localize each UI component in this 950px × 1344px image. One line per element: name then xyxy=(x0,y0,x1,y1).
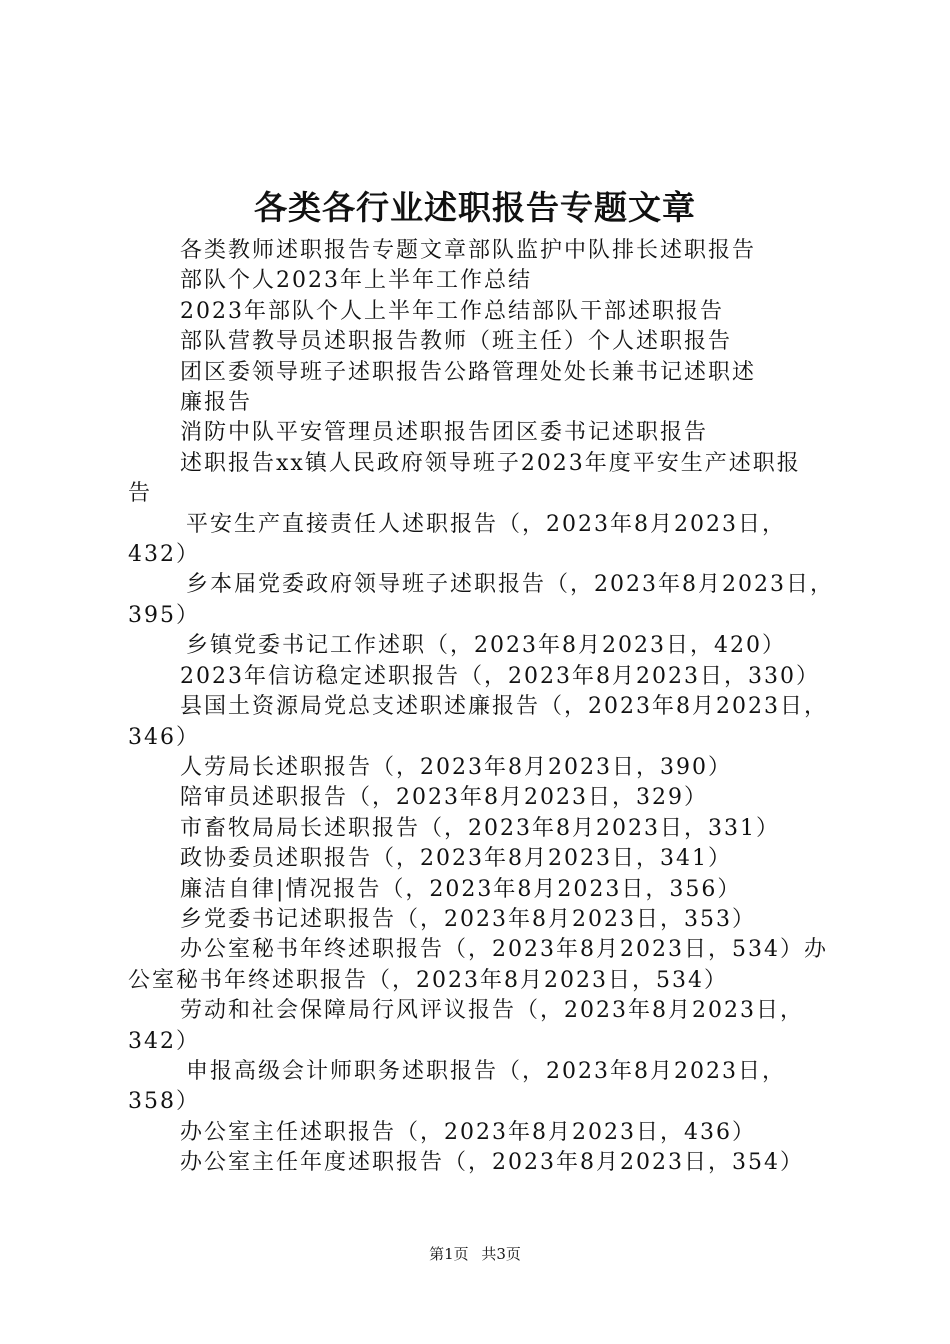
text-line: 乡镇党委书记工作述职（，2023年8月2023日，420） xyxy=(186,633,786,659)
text-line: 办公室主任述职报告（，2023年8月2023日，436） xyxy=(180,1119,756,1145)
text-line: 部队营教导员述职报告教师（班主任）个人述职报告 xyxy=(180,329,733,355)
text-line: 乡党委书记述职报告（，2023年8月2023日，353） xyxy=(180,906,756,932)
text-line: 2023年信访稳定述职报告（，2023年8月2023日，330） xyxy=(180,663,820,689)
document-body xyxy=(128,236,848,1179)
text-line: 劳动和社会保障局行风评议报告（，2023年8月2023日， xyxy=(180,998,804,1024)
text-line: 395） xyxy=(128,602,200,628)
text-line: 432） xyxy=(128,542,200,568)
page-total: 共3页 xyxy=(481,1245,521,1263)
text-line: 358） xyxy=(128,1089,200,1115)
text-line: 346） xyxy=(128,724,200,750)
text-line: 平安生产直接责任人述职报告（，2023年8月2023日， xyxy=(186,511,786,537)
text-line: 公室秘书年终述职报告（，2023年8月2023日，534） xyxy=(128,967,728,993)
text-line: 县国土资源局党总支述职述廉报告（，2023年8月2023日， xyxy=(180,694,828,720)
text-line: 部队个人2023年上半年工作总结 xyxy=(180,268,532,294)
text-line: 政协委员述职报告（，2023年8月2023日，341） xyxy=(180,846,732,872)
text-line: 告 xyxy=(128,481,153,507)
text-line: 团区委领导班子述职报告公路管理处处长兼书记述职述 xyxy=(180,359,757,385)
text-line: 消防中队平安管理员述职报告团区委书记述职报告 xyxy=(180,420,709,446)
text-line: 廉报告 xyxy=(180,390,253,416)
page-number: 第1页 xyxy=(429,1245,469,1263)
text-line: 乡本届党委政府领导班子述职报告（，2023年8月2023日， xyxy=(186,572,834,598)
text-line: 2023年部队个人上半年工作总结部队干部述职报告 xyxy=(180,298,724,324)
text-line: 市畜牧局局长述职报告（，2023年8月2023日，331） xyxy=(180,815,780,841)
text-line: 陪审员述职报告（，2023年8月2023日，329） xyxy=(180,785,708,811)
page-footer xyxy=(0,1244,950,1264)
text-line: 办公室秘书年终述职报告（，2023年8月2023日，534）办 xyxy=(180,937,828,963)
text-line: 各类教师述职报告专题文章部队监护中队排长述职报告 xyxy=(180,238,757,263)
text-line: 人劳局长述职报告（，2023年8月2023日，390） xyxy=(180,754,732,780)
text-line: 廉洁自律|情况报告（，2023年8月2023日，356） xyxy=(180,876,742,902)
document-title: 各类各行业述职报告专题文章 xyxy=(254,188,696,227)
text-line: 述职报告xx镇人民政府领导班子2023年度平安生产述职报 xyxy=(180,450,801,476)
text-line: 342） xyxy=(128,1028,200,1054)
text-line: 申报高级会计师职务述职报告（，2023年8月2023日， xyxy=(186,1058,786,1084)
text-line: 办公室主任年度述职报告（，2023年8月2023日，354） xyxy=(180,1150,804,1176)
